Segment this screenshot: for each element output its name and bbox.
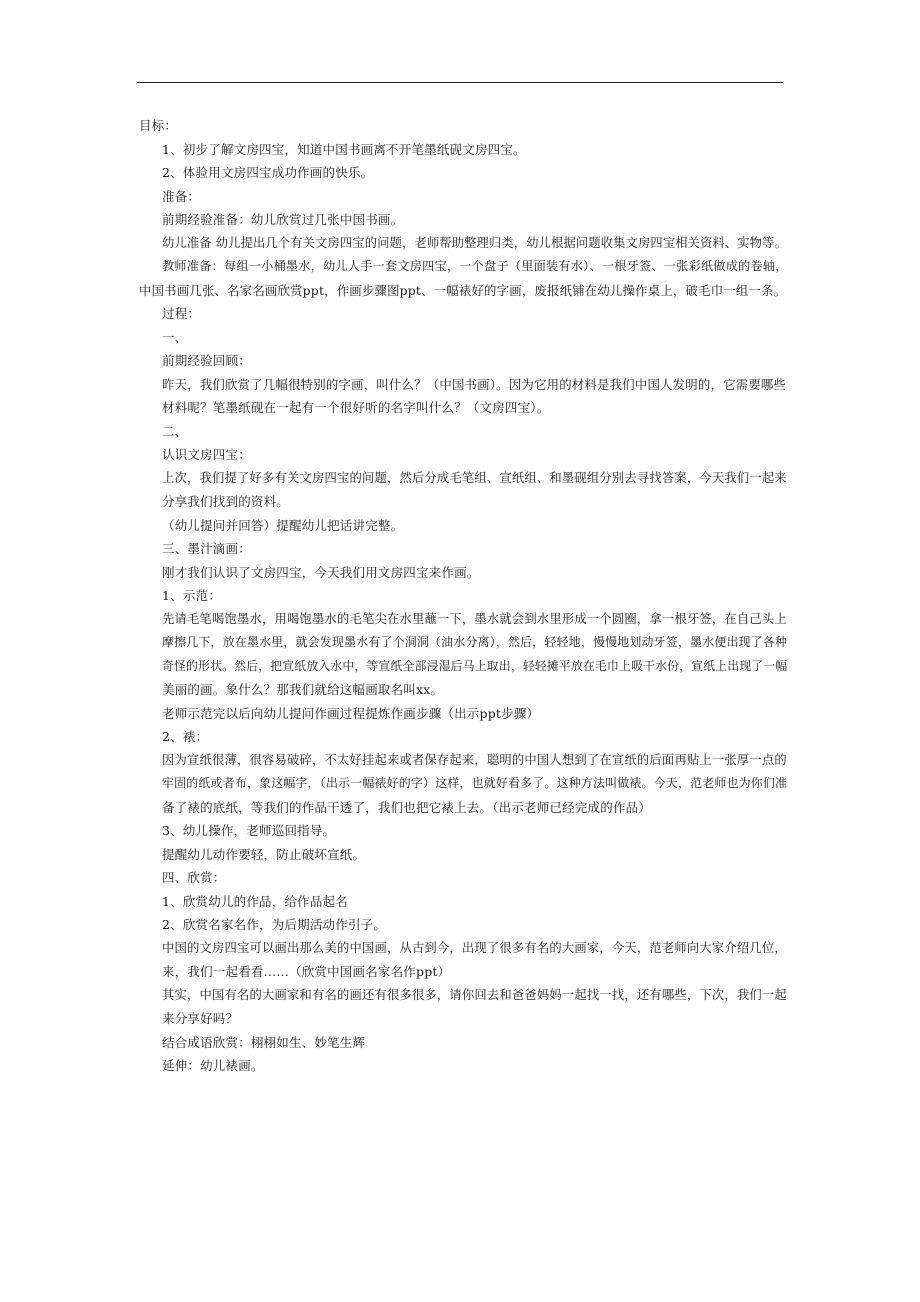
text-line: 准备： — [162, 188, 201, 204]
text-line: 2、体验用文房四宝成功作画的快乐。 — [162, 165, 374, 180]
text-line: 因为宣纸很薄，很容易破碎，不太好挂起来或者保存起来，聪明的中国人想到了在宣纸的后面再贴上一张厚一点的 — [162, 752, 787, 767]
text-line: 一、 — [162, 329, 188, 345]
text-line: 其实，中国有名的大画家和有名的画还有很多很多，请你回去和爸爸妈妈一起找一找，还有哪些，下次，我们一起 — [162, 987, 787, 1002]
header-rule — [137, 82, 783, 83]
text-line: 牢固的纸或者布，象这幅字，（出示一幅裱好的字）这样，也就好看多了。这种方法叫做裱。今天，范老师也为你们准 — [162, 776, 788, 790]
text-line: 中国的文房四宝可以画出那么美的中国画，从古到今，出现了很多有名的大画家，今天，范老师向大家介绍几位， — [162, 940, 787, 955]
text-line: 摩擦几下，放在墨水里，就会发现墨水有了个洞洞（油水分离），然后，轻轻地，慢慢地划动牙签，墨水便出现了各种 — [162, 635, 788, 649]
text-line: 1、欣赏幼儿的作品，给作品起名 — [162, 893, 348, 909]
text-line: 来，我们一起看看……（欣赏中国画名家名作ppt） — [162, 964, 451, 979]
text-line: 2、裱： — [162, 729, 209, 744]
text-line: 幼儿准备 幼儿提出几个有关文房四宝的问题，老师帮助整理归类，幼儿根据问题收集文房四宝相关资料、实物等。 — [162, 235, 788, 250]
text-line: 奇怪的形状。然后，把宣纸放入水中，等宣纸全部浸湿后马上取出，轻轻摊平放在毛巾上吸干水份，宣纸上出现了一幅 — [162, 658, 788, 673]
text-line: 分享我们找到的资料。 — [162, 494, 290, 509]
text-line: 老师示范完以后向幼儿提问作画过程提炼作画步骤（出示ppt步骤） — [162, 705, 540, 721]
text-line: 昨天，我们欣赏了几幅很特别的字画，叫什么？（中国书画）。因为它用的材料是我们中国人发明的，它需要哪些 — [162, 376, 787, 392]
text-line: 前期经验回顾： — [162, 353, 251, 368]
text-line: 教师准备：每组一小桶墨水，幼儿人手一套文房四宝，一个盘子（里面装有水）、一根牙签、一张彩纸做成的卷轴， — [162, 259, 788, 273]
text-line: 1、示范： — [162, 588, 221, 603]
text-line: 1、初步了解文房四宝，知道中国书画离不开笔墨纸砚文房四宝。 — [162, 141, 526, 157]
text-line: 结合成语欣赏：栩栩如生、妙笔生辉 — [162, 1034, 366, 1050]
text-line: 材料呢？笔墨纸砚在一起有一个很好听的名字叫什么？（文房四宝）。 — [162, 400, 550, 415]
text-line: 先请毛笔喝饱墨水，用喝饱墨水的毛笔尖在水里蘸一下，墨水就会到水里形成一个圆圈，拿一根牙签，在自己头上 — [162, 611, 787, 626]
text-line: 美丽的画。象什么？那我们就给这幅画取名叫xx。 — [162, 682, 444, 697]
text-line: 认识文房四宝： — [162, 447, 251, 462]
text-line: 延伸：幼儿裱画。 — [162, 1058, 264, 1073]
text-line: 3、幼儿操作，老师巡回指导。 — [162, 823, 336, 838]
text-line: 四、欣赏： — [162, 870, 226, 885]
document-body — [139, 114, 788, 1078]
text-line: 刚才我们认识了文房四宝，今天我们用文房四宝来作画。 — [162, 564, 480, 580]
text-line: 备了裱的底纸，等我们的作品干透了，我们也把它裱上去。（出示老师已经完成的作品） — [162, 799, 652, 815]
text-line: （幼儿提问并回答）提醒幼儿把话讲完整。 — [162, 517, 404, 533]
text-line: 前期经验准备：幼儿欣赏过几张中国书画。 — [162, 212, 404, 227]
text-line: 上次，我们提了好多有关文房四宝的问题，然后分成毛笔组、宣纸组、和墨砚组分别去寻找答案，今天我们一起来 — [162, 470, 787, 485]
text-line: 过程： — [162, 306, 201, 321]
text-line: 中国书画几张、名家名画欣赏ppt，作画步骤图ppt、一幅裱好的字画，废报纸铺在幼儿操作桌上，破毛巾一组一条。 — [139, 282, 787, 298]
text-line: 2、欣赏名家名作，为后期活动作引子。 — [162, 917, 387, 932]
text-line: 提醒幼儿动作要轻，防止破坏宣纸。 — [162, 846, 366, 862]
text-line: 目标： — [139, 118, 178, 133]
text-line: 二、 — [162, 423, 188, 439]
text-line: 三、墨汁滴画： — [162, 541, 251, 556]
text-line: 来分享好吗？ — [162, 1011, 239, 1026]
